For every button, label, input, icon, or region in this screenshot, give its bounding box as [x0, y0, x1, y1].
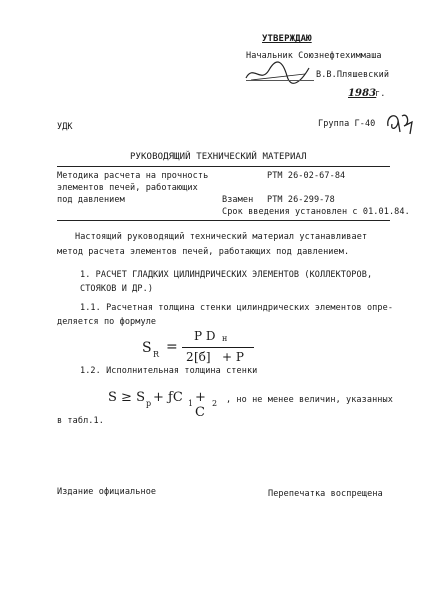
paragraph-1-1-line-1: 1.1. Расчетная толщина стенки цилиндрических элементов опре- — [80, 303, 394, 313]
approval-year-suffix: г. — [375, 89, 386, 99]
formula-2-main: S ≥ S — [108, 390, 145, 405]
formula-1-numerator-sub: н — [222, 334, 228, 343]
formula-1-lhs: S — [142, 340, 152, 356]
formula-2-sub-2: 2 — [212, 399, 218, 408]
replaces-value: РТМ 26-299-78 — [267, 195, 335, 205]
formula-1-denominator-sigma: [б] — [194, 350, 211, 364]
formula-1-equals: = — [166, 339, 178, 355]
group-handwritten-mark — [384, 110, 418, 136]
approval-signature-line — [246, 80, 314, 81]
approval-title: УТВЕРЖДАЮ — [262, 34, 312, 44]
document-title-line-1: Методика расчета на прочность — [57, 171, 209, 181]
document-title-line-2: элементов печей, работающих — [57, 183, 198, 193]
udk-label: УДК — [57, 122, 73, 132]
formula-executive-thickness — [108, 388, 218, 420]
section-1-heading-line-1: 1. РАСЧЕТ ГЛАДКИХ ЦИЛИНДРИЧЕСКИХ ЭЛЕМЕНТОВ (КОЛЛЕКТОРОВ, — [80, 270, 373, 280]
formula-1-fraction-bar — [182, 347, 254, 348]
approval-name: В.В.Пляшевский — [316, 70, 390, 80]
replaces-label: Взамен — [222, 195, 254, 205]
formula-1-lhs-sub: R — [153, 350, 160, 359]
footer-reprint-prohibited: Перепечатка воспрещена — [268, 489, 383, 499]
formula-1-denominator-pre: 2 — [186, 350, 194, 364]
approval-signature — [243, 60, 313, 86]
document-code: РТМ 26-02-67-84 — [267, 171, 346, 181]
formula-2-plus-c2: + C — [195, 390, 206, 420]
formula-2-sub-p: р — [146, 399, 152, 408]
formula-2-plus-c: + ƒC — [153, 390, 183, 405]
formula-2-sub-1: 1 — [188, 399, 194, 408]
intro-line-2: метод расчета элементов печей, работающих под давлением. — [57, 247, 350, 257]
effective-date: Срок введения установлен с 01.01.84. — [222, 207, 410, 217]
header-rule-bottom — [57, 220, 390, 221]
paragraph-1-2: 1.2. Исполнительная толщина стенки — [80, 366, 258, 376]
formula-1-numerator: P D — [194, 329, 216, 343]
approval-position: Начальник Союзнефтехиммаша — [246, 51, 382, 61]
intro-line-1: Настоящий руководящий технический материал устанавливает — [75, 232, 368, 242]
paragraph-1-1-line-2: деляется по формуле — [57, 317, 157, 327]
approval-year: 1983 — [348, 88, 377, 99]
formula-2-trailing-text: , но не менее величин, указанных — [226, 395, 393, 405]
table-reference: в табл.1. — [57, 416, 104, 426]
header-rule-top — [57, 166, 390, 167]
document-type-heading: РУКОВОДЯЩИЙ ТЕХНИЧЕСКИЙ МАТЕРИАЛ — [130, 152, 307, 162]
formula-1-denominator-post: + P — [222, 350, 244, 364]
section-1-heading-line-2: СТОЯКОВ И ДР.) — [80, 284, 154, 294]
document-title-line-3: под давлением — [57, 195, 125, 205]
footer-official-edition: Издание официальное — [57, 487, 157, 497]
group-label: Группа Г-40 — [318, 119, 376, 129]
